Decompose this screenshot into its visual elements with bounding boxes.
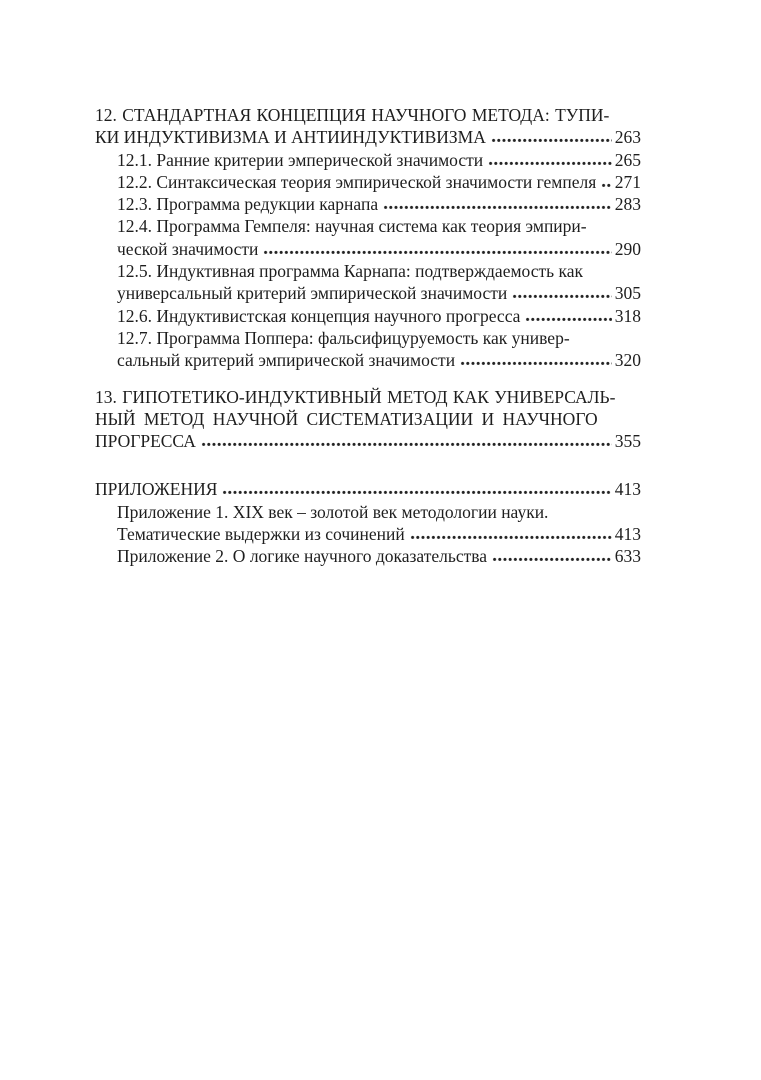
toc-entry-12-4 — [95, 215, 641, 260]
toc-entry-line: 12.7. Программа Поппера: фальсифицуруемость как универ- — [117, 327, 570, 348]
dot-leader — [492, 547, 612, 562]
page-number: 413 — [614, 524, 641, 545]
toc-entry-12-6 — [95, 305, 641, 327]
toc-entry-appendices — [95, 478, 641, 500]
page-number: 265 — [614, 149, 641, 170]
page-number: 355 — [614, 431, 641, 452]
toc-entry-line — [95, 282, 641, 304]
toc-entry-line — [95, 545, 641, 567]
page-number: 633 — [614, 546, 641, 567]
toc-entry-line — [95, 523, 641, 545]
dot-leader — [460, 351, 612, 366]
toc-entry-text: ПРОГРЕССА — [95, 431, 196, 452]
toc-entry-text: КИ ИНДУКТИВИЗМА И АНТИИНДУКТИВИЗМА — [95, 127, 486, 148]
toc-entry-text: ческой значимости — [117, 238, 259, 259]
dot-leader — [263, 240, 611, 255]
toc-entry-text: 12.6. Индуктивистская концепция научного прогресса — [117, 305, 521, 326]
dot-leader — [491, 128, 612, 143]
toc-entry-appendix-1 — [95, 501, 641, 546]
toc-entry-12-3 — [95, 193, 641, 215]
toc-entry-12-1 — [95, 149, 641, 171]
toc-entry-text: ПРИЛОЖЕНИЯ — [95, 479, 218, 500]
dot-leader — [383, 195, 612, 210]
toc-entry-text: 12.1. Ранние критерии эмперической значимости — [117, 149, 484, 170]
dot-leader — [525, 307, 611, 322]
toc-entry-line — [95, 349, 641, 371]
toc-entry-text: 12.2. Синтаксическая теория эмпирической значимости гемпеля — [117, 171, 597, 192]
page-number: 271 — [614, 171, 641, 192]
toc-entry-line — [95, 149, 641, 171]
toc-entry-text: Приложение 2. О логике научного доказательства — [117, 546, 488, 567]
dot-leader — [222, 480, 611, 495]
book-toc-page — [95, 104, 641, 568]
toc-entry-text: Тематические выдержки из сочинений — [117, 524, 405, 545]
toc-entry-line: 12.5. Индуктивная программа Карнапа: подтверждаемость как — [117, 261, 584, 282]
toc-entry-line: 12. СТАНДАРТНАЯ КОНЦЕПЦИЯ НАУЧНОГО МЕТОДА: ТУПИ- — [95, 105, 610, 125]
dot-leader — [512, 284, 612, 299]
toc-entry-line: 13. ГИПОТЕТИКО-ИНДУКТИВНЫЙ МЕТОД КАК УНИВЕРСАЛЬ- — [95, 386, 616, 407]
toc-entry-line: НЫЙ МЕТОД НАУЧНОЙ СИСТЕМАТИЗАЦИИ И НАУЧНОГО — [95, 408, 598, 429]
toc-entry-12-5 — [95, 260, 641, 305]
toc-entry-12-2 — [95, 171, 641, 193]
toc-entry-text: сальный критерий эмпирической значимости — [117, 350, 456, 371]
toc-entry-text: 12.3. Программа редукции карнапа — [117, 194, 379, 215]
toc-entry-line — [95, 478, 641, 500]
toc-entry-line: Приложение 1. XIX век – золотой век методологии науки. — [117, 501, 549, 522]
toc-entry-12-7 — [95, 327, 641, 372]
page-number: 413 — [614, 479, 641, 500]
page-number: 305 — [614, 283, 641, 304]
page-number: 263 — [614, 127, 641, 148]
toc-entry-line — [95, 305, 641, 327]
dot-leader — [601, 173, 611, 188]
toc-entry-line — [95, 171, 641, 193]
toc-entry-line — [95, 193, 641, 215]
toc-entry-line — [95, 430, 641, 452]
page-number: 320 — [614, 350, 641, 371]
toc-entry-line: 12.4. Программа Гемпеля: научная система как теория эмпири- — [117, 216, 587, 237]
toc-entry-appendix-2 — [95, 545, 641, 567]
page-number: 283 — [614, 194, 641, 215]
dot-leader — [201, 432, 612, 447]
toc-entry-text: универсальный критерий эмпирической значимости — [117, 283, 508, 304]
dot-leader — [488, 151, 612, 166]
page-number: 318 — [614, 305, 641, 326]
toc-entry-line — [95, 238, 641, 260]
page-number: 290 — [614, 238, 641, 259]
toc-entry-line — [95, 126, 641, 148]
dot-leader — [410, 525, 612, 540]
toc-entry-ch13 — [95, 386, 641, 453]
toc-entry-ch12 — [95, 104, 641, 149]
